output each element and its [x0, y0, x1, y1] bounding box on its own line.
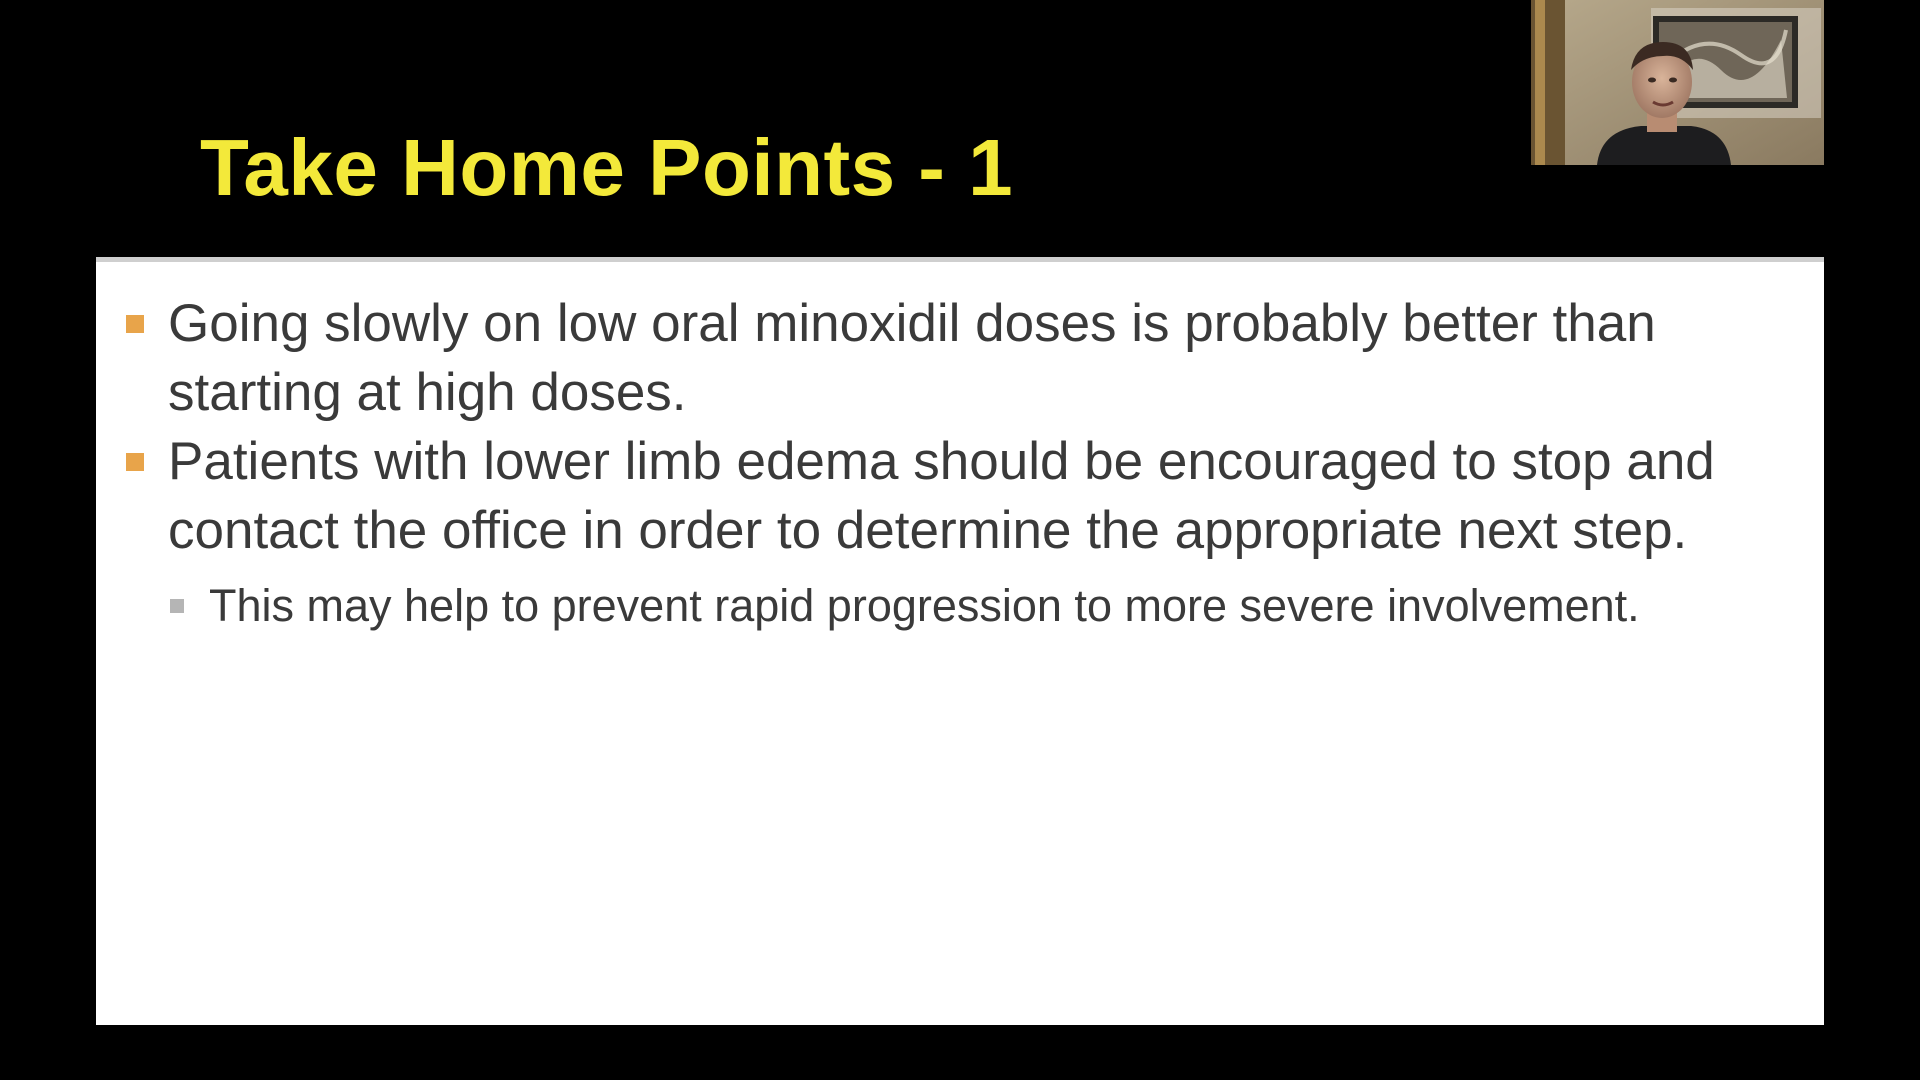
sub-bullet-list — [168, 575, 1784, 636]
sub-bullet-item — [168, 575, 1784, 636]
bullet-item — [96, 289, 1824, 427]
presenter-video-icon — [1531, 0, 1824, 165]
presenter-webcam — [1531, 0, 1824, 165]
square-bullet-icon — [126, 315, 144, 333]
bullet-text: Going slowly on low oral minoxidil doses is probably better than starting at high doses. — [168, 294, 1656, 422]
slide-content-panel — [96, 257, 1824, 1025]
bullet-list — [96, 262, 1824, 636]
bullet-item — [96, 427, 1824, 636]
square-sub-bullet-icon — [170, 599, 184, 613]
square-bullet-icon — [126, 453, 144, 471]
slide-title: Take Home Points - 1 — [200, 123, 1014, 212]
bullet-text: Patients with lower limb edema should be encouraged to stop and contact the office in order to determine the appropriate next step. — [168, 432, 1715, 560]
sub-bullet-text: This may help to prevent rapid progression to more severe involvement. — [209, 580, 1640, 631]
